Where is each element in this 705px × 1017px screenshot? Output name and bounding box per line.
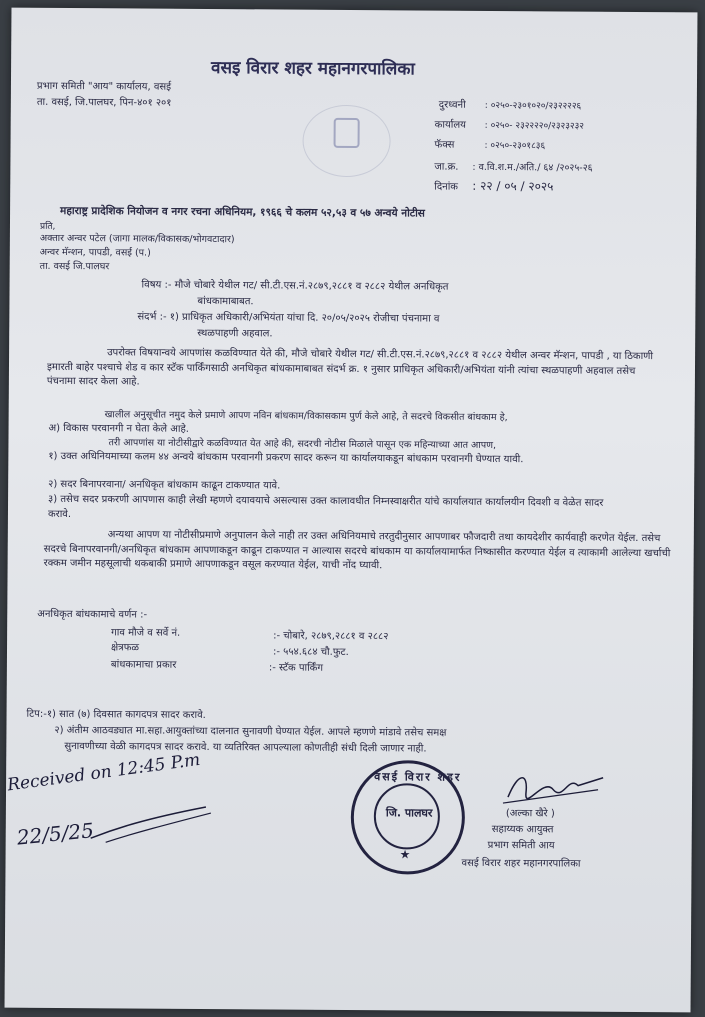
star-icon: ★ xyxy=(399,847,411,862)
body-paragraph-4: अन्यथा आपण या नोटीसीप्रमाणे अनुपालन केले नाही तर उक्त अधिनियमाचे तरतुदीनुसार आपणाबर फौजदारी तथा कायदेशीर कार्यवाही करणेत येईल. तसेच सदरचे बिनापरवानगी/अनधिकृत बांधकाम आपणाकडून काढून टाकण्यात न आल्यास सदरचे बांधकाम या कार्यालयामार्फत निष्कासीत करण्यात येईल व त्याकामी आलेल्या खर्चाची रक्कम जमीन महसूलाची थकबाकी प्रमाणे आपणाकडून वसूल करण्यात येईल, याची नोंद घ्यावी. xyxy=(43,529,671,572)
office-line-2: ता. वसई, जि.पालघर, पिन-४०१ २०१ xyxy=(36,96,172,109)
note-3: सुनावणीच्या वेळी कागदपत्र सादर करावे. या व्यतिरिक्त आपल्याला कोणतीही संधी दिली जाणार नाही. xyxy=(64,741,427,755)
reference-line-1: संदर्भ :- १) प्राधिकृत अधिकारी/अभियंता यांचा दि. २०/०५/२०२५ रोजीचा पंचनामा व xyxy=(137,311,440,325)
corporation-title: वसइ विरार शहर महानगरपालिका xyxy=(211,58,415,80)
point-1: १) उक्त अधिनियमाच्या कलम ४४ अन्वये बांधकाम परवानगी प्रकरण सादर करून या कार्यालयाकडून बांधकाम परवानगी घेण्यात यावी. xyxy=(48,450,524,466)
body-paragraph-1: उपरोक्त विषयान्वये आपणांस कळविण्यात येते की, मौजे चोबारे येथील गट/ सी.टी.एस.नं.२८७९,२८८१ व २८८२ येथील अन्वर मॅन्शन, पापडी , या ठिकाणी इमारती बाहेर पश्चाचे शेड व कार स्टॅक पार्किंगसाठी अनधिकृत बांधकामाबाबत संदर्भ क्र. १ नुसार प्राधिकृत अधिकारी/अभियंता यांनी त्यांचा स्थळपाहणी अहवाल तसेच पंचनामा सादर केला आहे. xyxy=(46,347,654,388)
body-paragraph-3: तरी आपणांस या नोटीसीद्वारे कळविण्यात येत आहे की, सदरची नोटीस मिळाले पासून एक महिन्याच्या आत आपण, xyxy=(108,437,497,452)
point-2: २) सदर बिनापरवाना/ अनधिकृत बांधकाम काढून टाकण्यात यावे. xyxy=(48,478,281,492)
signatory-committee: प्रभाग समिती आय xyxy=(487,839,555,852)
signatory-name: (अल्का खैरे ) xyxy=(505,808,555,820)
date-value: : २२ / ०५ / २०२५ xyxy=(472,178,554,194)
recipient-prati: प्रति, xyxy=(39,221,56,232)
signature-scribble xyxy=(498,767,608,808)
office-phone-value: : ०२५०- २३२२२२०/२३२३२३२ xyxy=(484,120,584,132)
received-date-handwriting: 22/5/25 xyxy=(15,818,95,850)
document-page xyxy=(5,8,698,1013)
point-a: अ) विकास परवानगी न घेता केले आहे. xyxy=(48,422,190,435)
schedule-heading: अनधिकृत बांधकामाचे वर्णन :- xyxy=(37,608,148,621)
phone-value: : ०२५०-२३०१०२०/२३२२२२६ xyxy=(484,100,582,112)
subject-line-2: बांधकामाबाबत. xyxy=(197,295,254,308)
signatory-corporation: वसई विरार शहर महानगरपालिका xyxy=(461,857,581,870)
schedule-label-1: गाव मौजे व सर्वे नं. xyxy=(111,627,181,639)
corporation-logo xyxy=(302,105,391,178)
ref-value: : व.वि.श.म./अति./ ६४ /२०२५-२६ xyxy=(472,161,593,174)
date-label: दिनांक xyxy=(434,181,459,193)
received-handwriting: Received on 12:45 P.m xyxy=(6,749,202,796)
schedule-label-2: क्षेत्रफळ xyxy=(110,642,140,654)
subject-line-1: विषय :- मौजे चोबारे येथील गट/ सी.टी.एस.नं.२८७९,२८८१ व २८८२ येथील अनधिकृत xyxy=(141,279,449,293)
act-line: महाराष्ट्र प्रादेशिक नियोजन व नगर रचना अधिनियम, १९६६ चे कलम ५२,५३ व ५७ अन्वये नोटीस xyxy=(60,204,425,220)
handwritten-strike xyxy=(86,798,216,849)
schedule-value-3: :- स्टॅक पार्किंग xyxy=(268,662,324,674)
emblem-icon xyxy=(334,118,360,148)
point-3: ३) तसेच सदर प्रकरणी आपणास काही लेखी म्हणणे दयावयाचे असल्यास उक्त कालावधीत निम्नस्वाक्षरीत यांचे कार्यालयात कार्यालयीन दिवशी व वेळेत सादर करावे. xyxy=(47,493,604,520)
recipient-address: अन्वर मॅन्शन, पापडी, वसई (प.) xyxy=(39,246,151,259)
office-phone-label: कार्यालय xyxy=(434,119,466,131)
seal-center-text: जि. पालघर xyxy=(385,806,433,820)
official-seal xyxy=(350,760,465,875)
seal-arc-text: वसई विरार शहर xyxy=(374,770,462,784)
signatory-designation: सहाय्यक आयुक्त xyxy=(491,823,554,836)
schedule-value-2: :- ५५४.६८४ चौ.फुट. xyxy=(272,646,349,658)
phone-label: दुरध्वनी xyxy=(438,99,466,111)
fax-label: फॅक्स xyxy=(434,139,455,151)
body-paragraph-2: खालील अनुसूचीत नमुद केले प्रमाणे आपण नविन बांधकाम/विकासकाम पुर्ण केले आहे, ते सदरचे विकसीत बांधकाम हे, xyxy=(104,409,508,424)
fax-value: : ०२५०-२३०१८३६ xyxy=(484,140,546,152)
note-2: २) अंतीम आठवड्यात मा.सहा.आयुक्तांच्या दालनात सुनावणी घेण्यात येईल. आपले म्हणणे मांडावे तसेच समक्ष xyxy=(54,724,447,739)
schedule-label-3: बांधकामाचा प्रकार xyxy=(110,659,177,671)
reference-line-2: स्थळपाहणी अहवाल. xyxy=(197,327,273,340)
schedule-value-1: :- चोबारे, २८७९,२८८१ व २८८२ xyxy=(273,630,389,643)
note-1: टिप:-१) सात (७) दिवसात कागदपत्र सादर करावे. xyxy=(26,708,206,721)
recipient-taluka: ता. वसई जि.पालघर xyxy=(39,260,110,273)
office-line-1: प्रभाग समिती "आय" कार्यालय, वसई xyxy=(36,80,172,93)
recipient-name: अक्तार अन्वर पटेल (जागा मालक/विकासक/भोगवटादार) xyxy=(39,232,235,246)
ref-label: जा.क्र. xyxy=(434,161,459,173)
